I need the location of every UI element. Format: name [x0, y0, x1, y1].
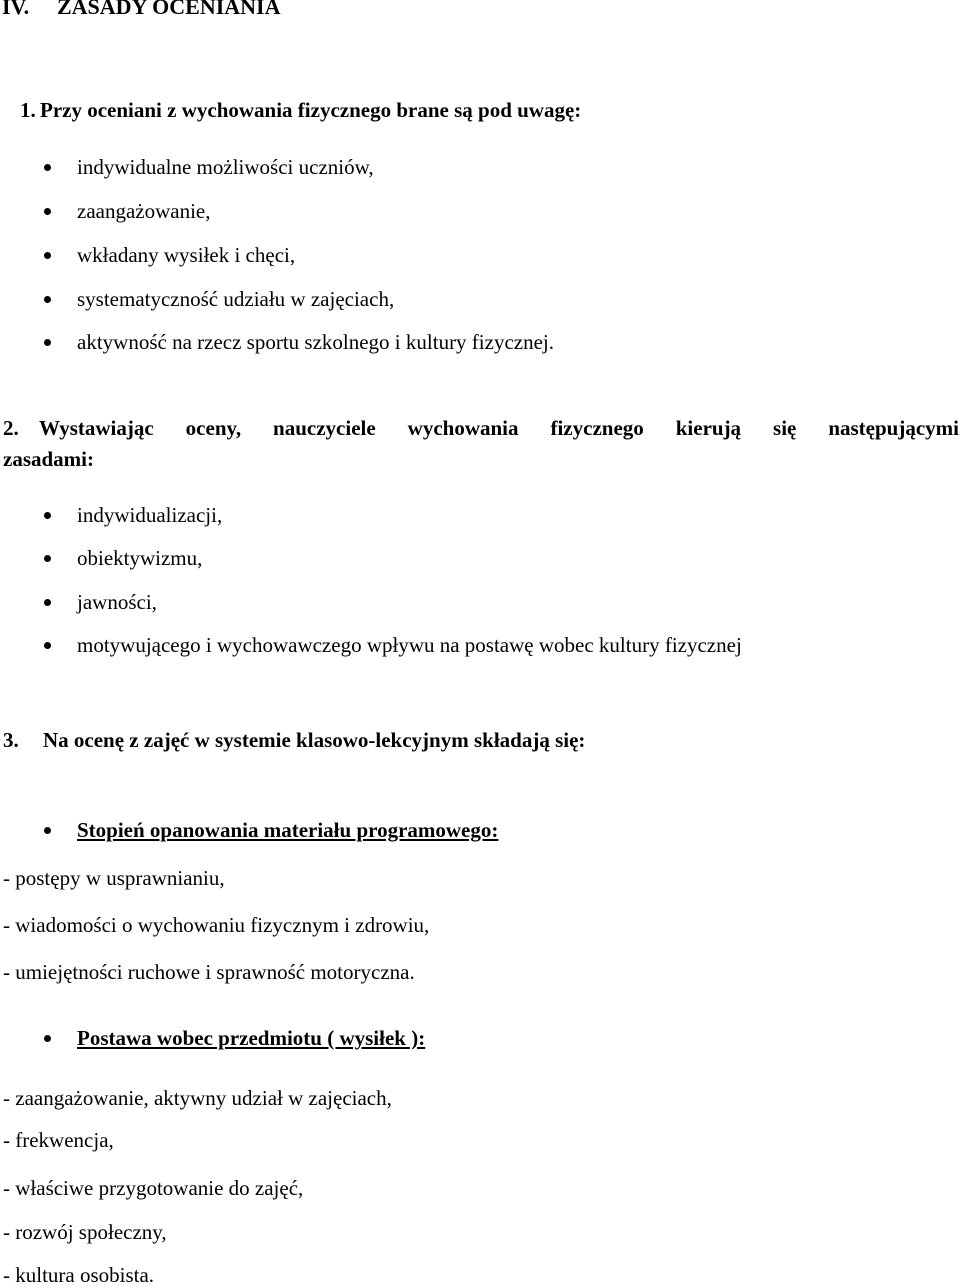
bullet-icon: [44, 339, 51, 346]
section-2-title-continued: [3, 447, 94, 472]
list-item-text: wkładany wysiłek i chęci,: [77, 243, 296, 267]
chapter-number: IV.: [2, 0, 30, 19]
section-3-number: 3.: [3, 728, 19, 752]
bullet-icon: [44, 599, 51, 606]
section-2-title-text: Wystawiając oceny, nauczyciele wychowania fizycznego kierują się następującymi: [39, 416, 959, 440]
section-1-title: [20, 98, 581, 123]
dash-list-item: - postępy w usprawnianiu,: [3, 866, 225, 890]
group-heading-text: Postawa wobec przedmiotu ( wysiłek ):: [77, 1026, 426, 1050]
dash-list-item: - wiadomości o wychowaniu fizycznym i zdrowiu,: [3, 913, 430, 937]
list-item-text: motywującego i wychowawczego wpływu na postawę wobec kultury fizycznej: [77, 633, 742, 657]
bullet-icon: [44, 512, 51, 519]
group-heading-text: Stopień opanowania materiału programowego:: [77, 818, 499, 842]
list-item-text: indywidualne możliwości uczniów,: [77, 155, 374, 179]
list-item-text: aktywność na rzecz sportu szkolnego i kultury fizycznej.: [77, 330, 555, 354]
section-3-title: [3, 728, 585, 753]
chapter-heading: [2, 0, 281, 20]
chapter-title: ZASADY OCENIANIA: [57, 0, 281, 19]
list-item-text: jawności,: [77, 590, 157, 614]
dash-list-item: - właściwe przygotowanie do zajęć,: [3, 1176, 304, 1200]
dash-list-item: - umiejętności ruchowe i sprawność motoryczna.: [3, 960, 415, 984]
section-2-number: 2.: [3, 416, 19, 440]
bullet-icon: [44, 208, 51, 215]
section-2-title: [3, 416, 959, 441]
dash-list-item: - frekwencja,: [3, 1128, 114, 1152]
list-item-text: indywidualizacji,: [77, 503, 223, 527]
section-1-title-text: Przy oceniani z wychowania fizycznego brane są pod uwagę:: [40, 98, 582, 122]
section-2-title-text-2: zasadami:: [3, 447, 94, 471]
bullet-icon: [44, 642, 51, 649]
list-item-text: systematyczność udziału w zajęciach,: [77, 287, 395, 311]
bullet-icon: [44, 555, 51, 562]
dash-list-item: - kultura osobista.: [3, 1263, 155, 1287]
bullet-icon: [44, 164, 51, 171]
bullet-icon: [44, 296, 51, 303]
section-1-number: 1.: [20, 98, 36, 122]
bullet-icon: [44, 252, 51, 259]
section-3-title-text: Na ocenę z zajęć w systemie klasowo-lekcyjnym składają się:: [43, 728, 586, 752]
list-item-text: zaangażowanie,: [77, 199, 211, 223]
bullet-icon: [44, 827, 51, 834]
dash-list-item: - zaangażowanie, aktywny udział w zajęciach,: [3, 1086, 392, 1110]
list-item-text: obiektywizmu,: [77, 546, 203, 570]
bullet-icon: [44, 1035, 51, 1042]
dash-list-item: - rozwój społeczny,: [3, 1220, 167, 1244]
